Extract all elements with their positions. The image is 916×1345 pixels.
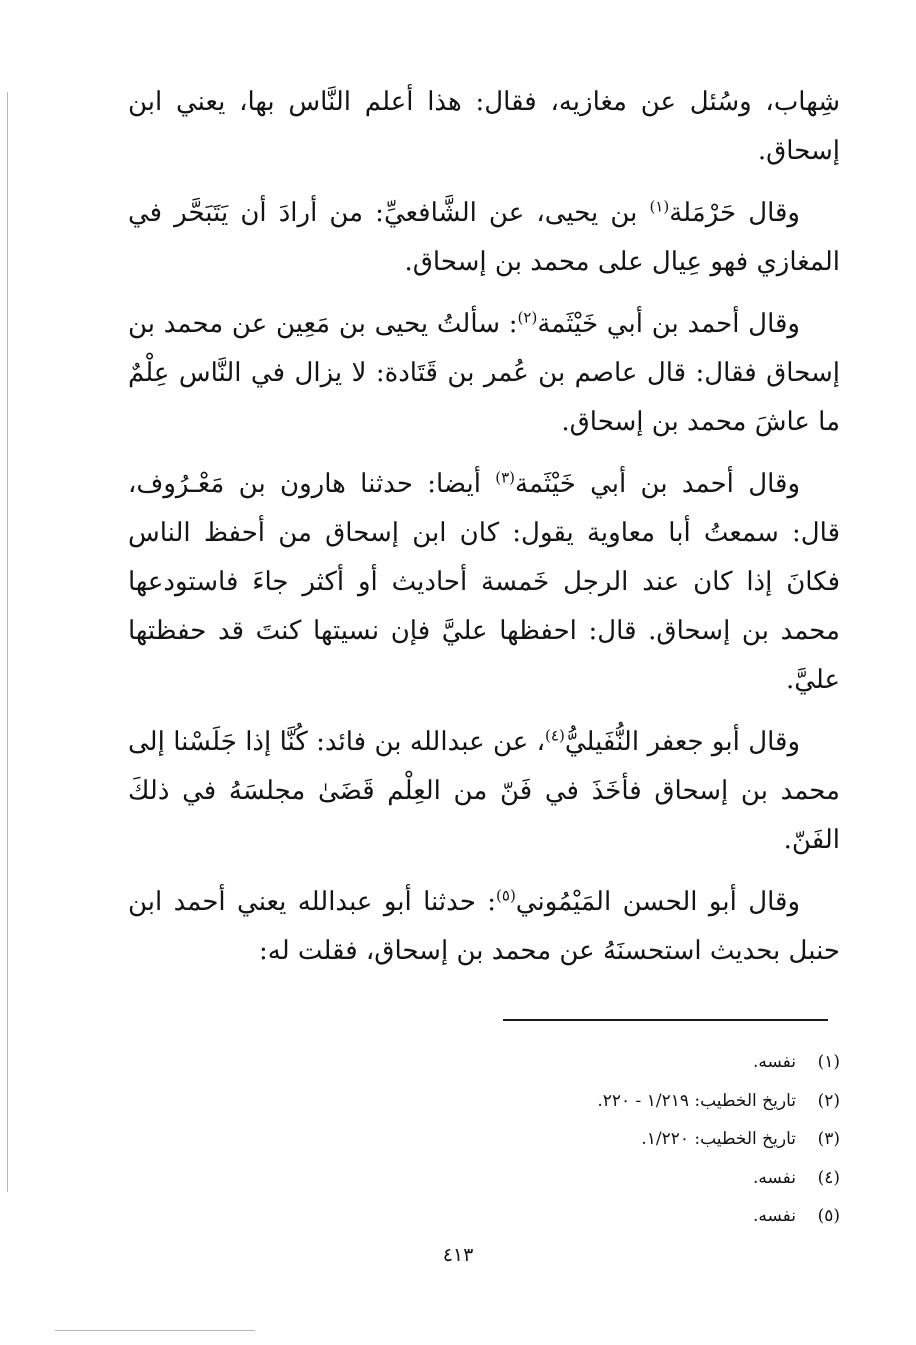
footnotes: [128, 1043, 840, 1236]
footnote: [128, 1043, 840, 1082]
paragraph-text: : سألتُ يحيى بن مَعِين عن محمد بن إسحاق فقال: قال عاصم بن عُمر بن قَتَادة: لا يزال في النَّاس عِلْمٌ ما عاشَ محمد بن إسحاق.: [128, 309, 840, 437]
footnote-text: نفسه.: [752, 1206, 796, 1226]
paragraph-text: ، عن عبدالله بن فائد: كُنَّا إذا جَلَسْنا إلى محمد بن إسحاق فأخَذَ في فَنّ من العِلْم قَضَىٰ مجلسَهُ في ذلكَ الفَنّ.: [128, 727, 840, 855]
footnote-number: (٣): [817, 1129, 840, 1149]
footnote-number: (٢): [817, 1090, 840, 1111]
paragraph: [128, 718, 840, 865]
footnote-divider: [503, 1019, 828, 1021]
footnote: [128, 1197, 840, 1236]
footnote: [128, 1120, 840, 1159]
paragraph-text: شِهاب، وسُئل عن مغازيه، فقال: هذا أعلم النَّاس بها، يعني ابن إسحاق.: [128, 87, 840, 166]
footnote-reference: (١): [649, 197, 670, 216]
paragraph-text: وقال حَرْمَلة: [669, 198, 800, 228]
footnote-text: تاريخ الخطيب: ١/٢٢٠.: [641, 1129, 796, 1149]
main-text: [128, 78, 840, 989]
footnote-reference: (٥): [496, 886, 516, 905]
footnote-number: (١): [817, 1052, 840, 1072]
paragraph-text: وقال أحمد بن أبي خَيْثَمة: [515, 469, 800, 499]
footnote-text: نفسه.: [752, 1167, 796, 1188]
paragraph-text: : حدثنا أبو عبدالله يعني أحمد ابن حنبل بحديث استحسنَهُ عن محمد بن إسحاق، فقلت له:: [128, 887, 840, 966]
footnote-reference: (٢): [517, 308, 538, 327]
footnote: [128, 1159, 840, 1198]
footnote-text: تاريخ الخطيب: ١/٢١٩ - ٢٢٠.: [597, 1090, 796, 1111]
paragraph: [128, 300, 840, 447]
paragraph: [128, 189, 840, 287]
page-number: ٤١٣: [442, 1244, 474, 1266]
paragraph-text: وقال أحمد بن أبي خَيْثَمة: [537, 309, 800, 339]
footnote-reference: (٤): [545, 726, 565, 745]
paragraph: [128, 78, 840, 176]
footnote: [128, 1082, 840, 1121]
footnote-number: (٤): [817, 1167, 840, 1188]
paragraph-text: أيضا: حدثنا هارون بن مَعْـرُوف، قال: سمعتُ أبا معاوية يقول: كان ابن إسحاق من أحفظ الناس فكانَ إذا كان عند الرجل خَمسة أحاديث أو أكثر جاءَ فاستودعها محمد بن إسحاق. قال: احفظها عليَّ فإن نسيتها كنتَ قد حفظتها عليَّ.: [128, 469, 840, 695]
paragraph-text: وقال أبو الحسن المَيْمُوني: [515, 887, 800, 917]
footnote-number: (٥): [817, 1206, 840, 1226]
scan-edge-line: [55, 1330, 255, 1331]
paragraph-text: بن يحيى، عن الشَّافعيِّ: من أرادَ أن يَتَبَحَّر في المغازي فهو عِيال على محمد بن إسحاق.: [128, 198, 840, 277]
paragraph: [128, 460, 840, 705]
footnote-reference: (٣): [495, 468, 516, 487]
paragraph: [128, 878, 840, 976]
scan-edge-line: [7, 92, 8, 1192]
paragraph-text: وقال أبو جعفر النُّفَيليُّ: [564, 727, 800, 757]
footnote-text: نفسه.: [752, 1052, 796, 1072]
